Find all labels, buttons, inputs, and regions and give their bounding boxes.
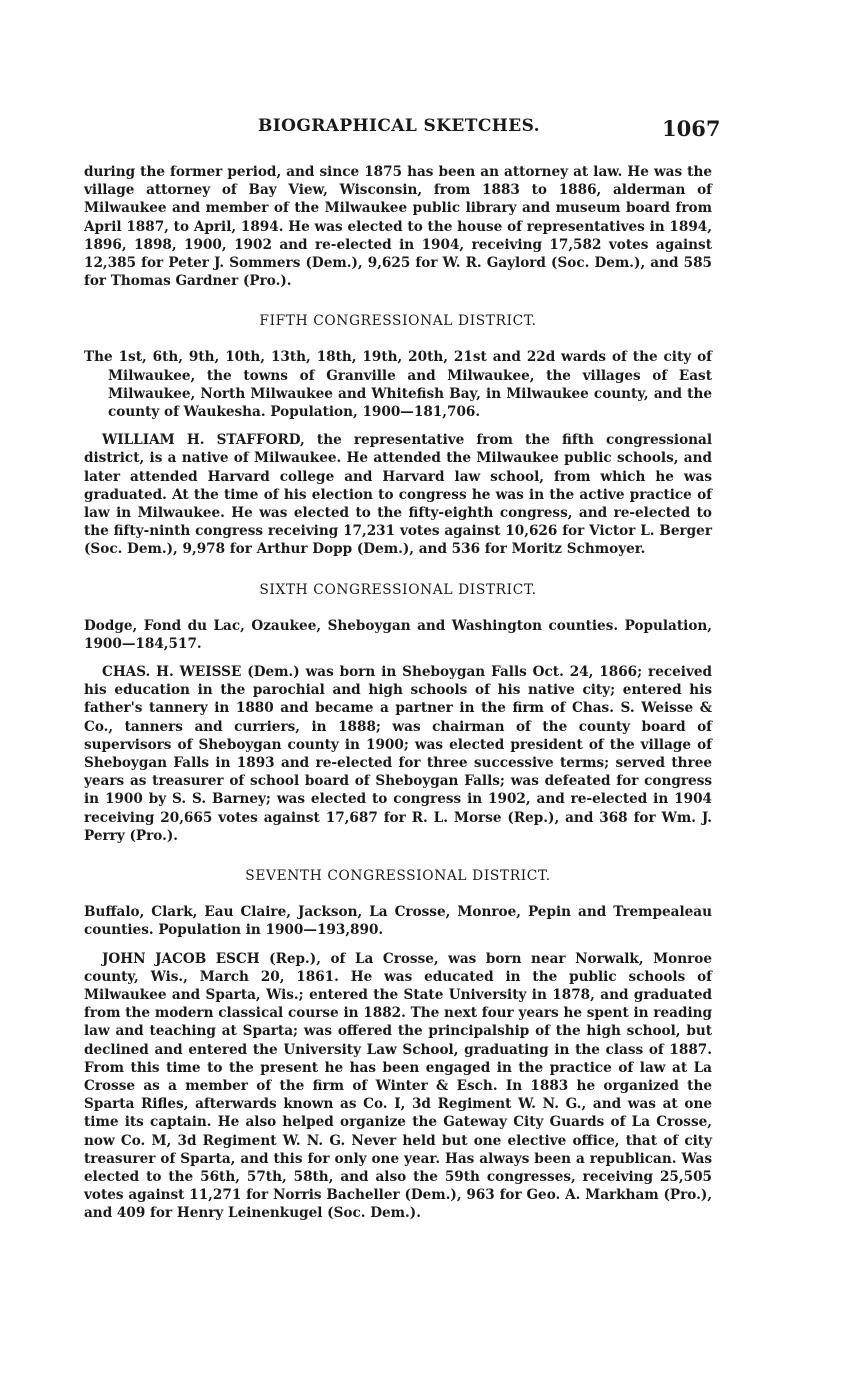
page-body <box>84 163 712 1223</box>
biography-weisse: CHAS. H. WEISSE (Dem.) was born in Sheboygan Falls Oct. 24, 1866; received his education in the parochial and high schools of his native city; entered his father's tannery in 1880 and became a partner in the firm of Chas. S. Weisse & Co., tanners and curriers, in 1888; was chairman of the county board of supervisors of Sheboygan county in 1900; was elected president of the village of Sheboygan Falls in 1893 and re-elected for three successive terms; served three years as treasurer of school board of Sheboygan Falls; was defeated for congress in 1900 by S. S. Barney; was elected to congress in 1902, and re-elected in 1904 receiving 20,665 votes against 17,687 for R. L. Morse (Rep.), and 368 for Wm. J. Perry (Pro.). <box>84 664 712 844</box>
running-title: BIOGRAPHICAL SKETCHES. <box>258 116 540 136</box>
biography-stafford: WILLIAM H. STAFFORD, the representative from the fifth congressional district, is a native of Milwaukee. He attended the Milwaukee public schools, and later attended Harvard college and Harvard law school, from which he was graduated. At the time of his election to congress he was in the active practice of law in Milwaukee. He was elected to the fifty-eighth congress, and re-elected to the fifty-ninth congress receiving 17,231 votes against 10,626 for Victor L. Berger (Soc. Dem.), 9,978 for Arthur Dopp (Dem.), and 536 for Moritz Schmoyer. <box>84 432 712 558</box>
district-description-sixth: Dodge, Fond du Lac, Ozaukee, Sheboygan and Washington counties. Population, 1900—184,517. <box>84 617 712 652</box>
district-description-seventh: Buffalo, Clark, Eau Claire, Jackson, La Crosse, Monroe, Pepin and Trempealeau counties. Population in 1900—193,890. <box>84 904 712 939</box>
page-number: 1067 <box>662 116 721 141</box>
district-description-fifth: The 1st, 6th, 9th, 10th, 13th, 18th, 19th, 20th, 21st and 22d wards of the city of Milwaukee, the towns of Granville and Milwaukee, the villages of East Milwaukee, North Milwaukee and Whitefish Bay, in Milwaukee county, and the county of Waukesha. Population, 1900—181,706. <box>84 349 712 421</box>
biography-esch: JOHN JACOB ESCH (Rep.), of La Crosse, was born near Norwalk, Monroe county, Wis., March 20, 1861. He was educated in the public schools of Milwaukee and Sparta, Wis.; entered the State University in 1878, and graduated from the modern classical course in 1882. The next four years he spent in reading law and teaching at Sparta; was offered the principalship of the high school, but declined and entered the University Law School, graduating in the class of 1887. From this time to the present he has been engaged in the practice of law at La Crosse as a member of the firm of Winter & Esch. In 1883 he organized the Sparta Rifles, afterwards known as Co. I, 3d Regiment W. N. G., and was at one time its captain. He also helped organize the Gateway City Guards of La Crosse, now Co. M, 3d Regiment W. N. G. Never held but one elective office, that of city treasurer of Sparta, and this for only one year. Has always been a republican. Was elected to the 56th, 57th, 58th, and also the 59th congresses, receiving 25,505 votes against 11,271 for Norris Bacheller (Dem.), 963 for Geo. A. Markham (Pro.), and 409 for Henry Leinenkugel (Soc. Dem.). <box>84 950 712 1222</box>
district-heading-fifth: FIFTH CONGRESSIONAL DISTRICT. <box>259 313 537 330</box>
continued-paragraph: during the former period, and since 1875 has been an attorney at law. He was the village attorney of Bay View, Wisconsin, from 1883 to 1886, alderman of Milwaukee and member of the Milwaukee public library and museum board from April 1887, to April, 1894. He was elected to the house of representatives in 1894, 1896, 1898, 1900, 1902 and re-elected in 1904, receiving 17,582 votes against 12,385 for Peter J. Sommers (Dem.), 9,625 for W. R. Gaylord (Soc. Dem.), and 585 for Thomas Gardner (Pro.). <box>84 164 712 290</box>
district-heading-sixth: SIXTH CONGRESSIONAL DISTRICT. <box>259 581 537 598</box>
district-heading-seventh: SEVENTH CONGRESSIONAL DISTRICT. <box>245 868 551 885</box>
running-head <box>0 112 859 142</box>
